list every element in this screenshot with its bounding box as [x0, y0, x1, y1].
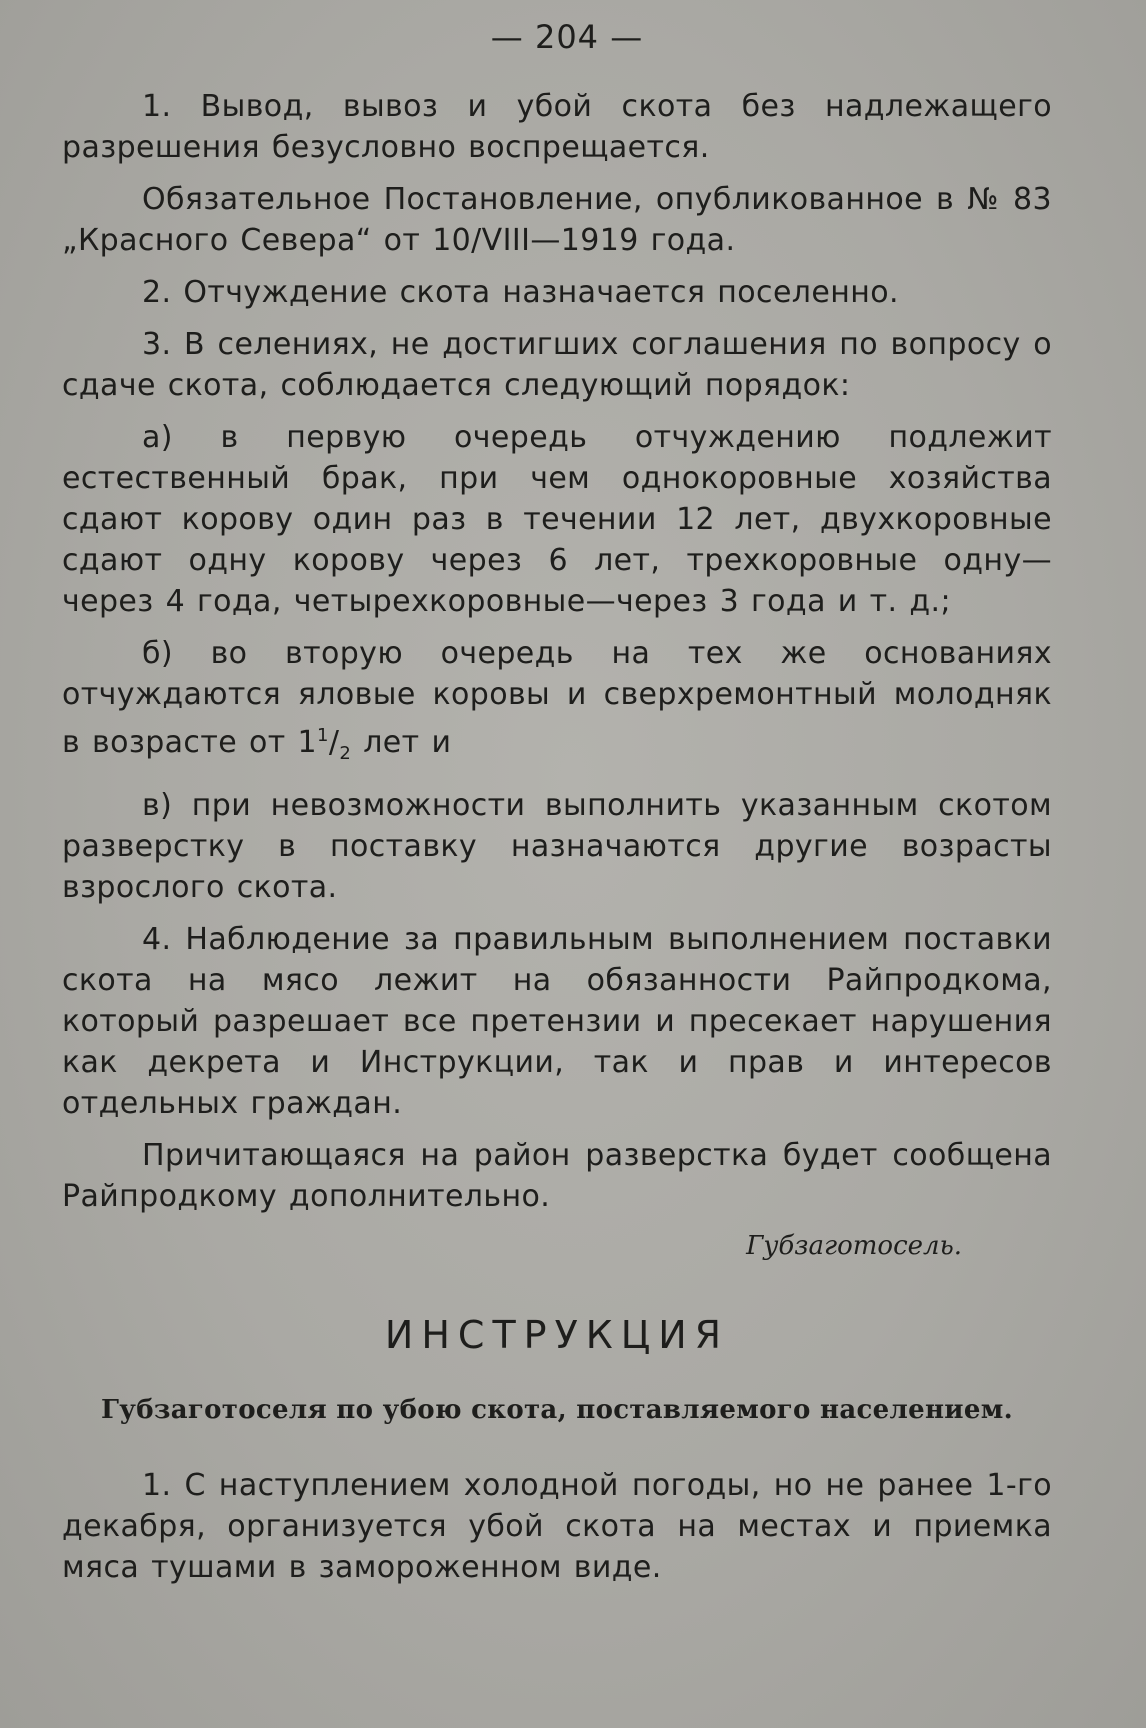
paragraph-3b-text: б) во вторую очередь на тех же основаниях отчуждаются яловые коровы и сверхремонтный молодняк в возрасте от 1 [62, 636, 1052, 760]
paragraph-3b-tail: лет и [351, 725, 452, 760]
paragraph-3: 3. В селениях, не достигших соглашения по вопросу о сдаче скота, соблюдается следующий порядок: [62, 327, 1052, 403]
fraction-numerator: 1 [317, 725, 329, 746]
paragraph-1: 1. Вывод, вывоз и убой скота без надлежащего разрешения безусловно воспрещается. [62, 89, 1052, 165]
signature: Губзаготосель. [746, 1231, 962, 1261]
paragraph-2: 2. Отчуждение скота назначается поселенно. [142, 275, 899, 310]
fraction-slash: / [328, 725, 340, 760]
paragraph-3a: а) в первую очередь отчуждению подлежит естественный брак, при чем однокоровные хозяйства сдают корову один раз в течении 12 лет, двухкоровные сдают одну корову через 6 лет, трехкоровные одну— через 4 года, четырехкоровные—через 3 года и т. д.; [62, 420, 1052, 619]
paragraph-3v: в) при невозможности выполнить указанным скотом разверстку в поставку назначаются другие возрасты взрослого скота. [62, 788, 1052, 905]
paragraph-decree: Обязательное Постановление, опубликованное в № 83 „Красного Севера“ от 10/VIII—1919 года. [62, 182, 1052, 258]
paragraph-3b [62, 633, 1052, 774]
instruction-paragraph-1: 1. С наступлением холодной погоды, но не ранее 1-го декабря, организуется убой скота на местах и приемка мяса тушами в замороженном виде. [62, 1468, 1052, 1585]
document-page [62, 18, 1052, 1599]
paragraph-4: 4. Наблюдение за правильным выполнением поставки скота на мясо лежит на обязанности Райпродкома, который разрешает все претензии и пресекает нарушения как декрета и Инструкции, так и прав и интересов отдельных граждан. [62, 922, 1052, 1121]
paragraph-allocation: Причитающаяся на район разверстка будет сообщена Райпродкому дополнительно. [62, 1138, 1052, 1214]
fraction-denominator: 2 [339, 743, 352, 764]
section-subtitle: Губзаготоселя по убою скота, поставляемого населением. [101, 1395, 1013, 1425]
section-title: ИНСТРУКЦИЯ [384, 1313, 730, 1357]
page-number: — 204 — [490, 18, 644, 56]
